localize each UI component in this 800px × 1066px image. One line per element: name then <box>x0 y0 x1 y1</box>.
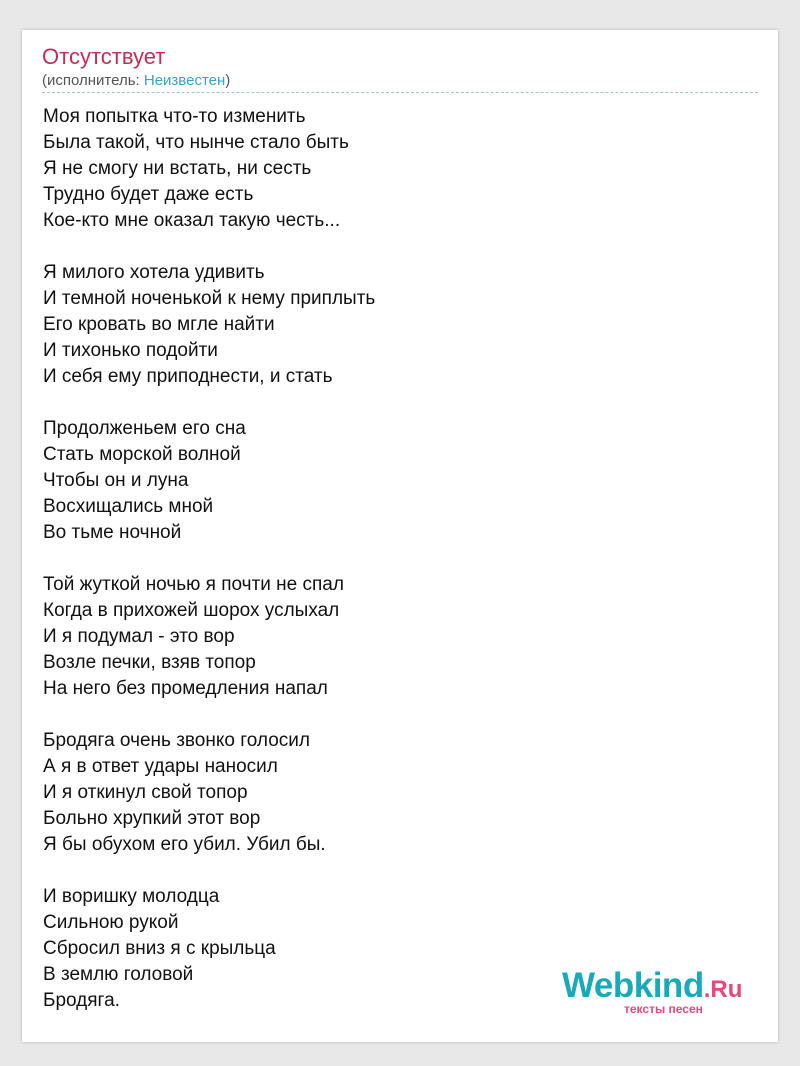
lyric-line: Бродяга очень звонко голосил <box>43 730 310 751</box>
lyric-line: Трудно будет даже есть <box>43 184 254 205</box>
logo-tagline: тексты песен <box>624 1002 703 1016</box>
lyric-line: Сбросил вниз я с крыльца <box>43 938 276 959</box>
stanza <box>43 260 375 390</box>
lyric-line: Его кровать во мгле найти <box>43 314 275 335</box>
song-title: Отсутствует <box>42 44 166 69</box>
artist-link[interactable]: Неизвестен <box>143 72 226 89</box>
lyric-line: И себя ему приподнести, и стать <box>43 366 333 387</box>
stanza <box>43 728 375 858</box>
lyric-line: Продолженьем его сна <box>43 418 246 439</box>
stanza <box>43 416 375 546</box>
lyric-line: Восхищались мной <box>43 496 214 517</box>
artist-prefix: (исполнитель: <box>42 72 144 89</box>
lyric-line: Я бы обухом его убил. Убил бы. <box>43 834 326 855</box>
webkind-logo[interactable] <box>562 966 743 1016</box>
lyric-line: Чтобы он и луна <box>43 470 189 491</box>
stanza <box>43 104 375 234</box>
stanza <box>43 572 375 702</box>
lyric-line: И я откинул свой топор <box>43 782 248 803</box>
divider <box>42 92 758 93</box>
lyric-line: Сильною рукой <box>43 912 179 933</box>
artist-line <box>42 72 230 89</box>
lyric-line: И темной ноченькой к нему приплыть <box>43 288 376 309</box>
lyric-line: Была такой, что нынче стало быть <box>43 132 349 153</box>
lyrics-text <box>43 104 375 1040</box>
lyric-line: Во тьме ночной <box>43 522 182 543</box>
lyric-line: В землю головой <box>43 964 194 985</box>
lyric-line: Я милого хотела удивить <box>43 262 265 283</box>
lyric-line: И тихонько подойти <box>43 340 218 361</box>
lyric-line: Моя попытка что-то изменить <box>43 106 306 127</box>
lyric-line: А я в ответ удары наносил <box>43 756 278 777</box>
lyric-line: Больно хрупкий этот вор <box>43 808 261 829</box>
logo-main: Webkind <box>562 966 704 1005</box>
artist-suffix: ) <box>225 72 231 89</box>
lyric-line: На него без промедления напал <box>43 678 328 699</box>
lyric-line: Возле печки, взяв топор <box>43 652 256 673</box>
stanza <box>43 884 375 1014</box>
lyric-line: Стать морской волной <box>43 444 241 465</box>
lyric-line: Той жуткой ночью я почти не спал <box>43 574 344 595</box>
lyric-line: И воришку молодца <box>43 886 220 907</box>
logo-domain: .Ru <box>703 976 743 1003</box>
lyric-line: Кое-кто мне оказал такую честь... <box>43 210 341 231</box>
lyric-line: Я не смогу ни встать, ни сесть <box>43 158 312 179</box>
lyric-line: Бродяга. <box>43 990 120 1011</box>
lyric-line: И я подумал - это вор <box>43 626 235 647</box>
lyrics-card <box>22 30 778 1042</box>
lyric-line: Когда в прихожей шорох услыхал <box>43 600 340 621</box>
